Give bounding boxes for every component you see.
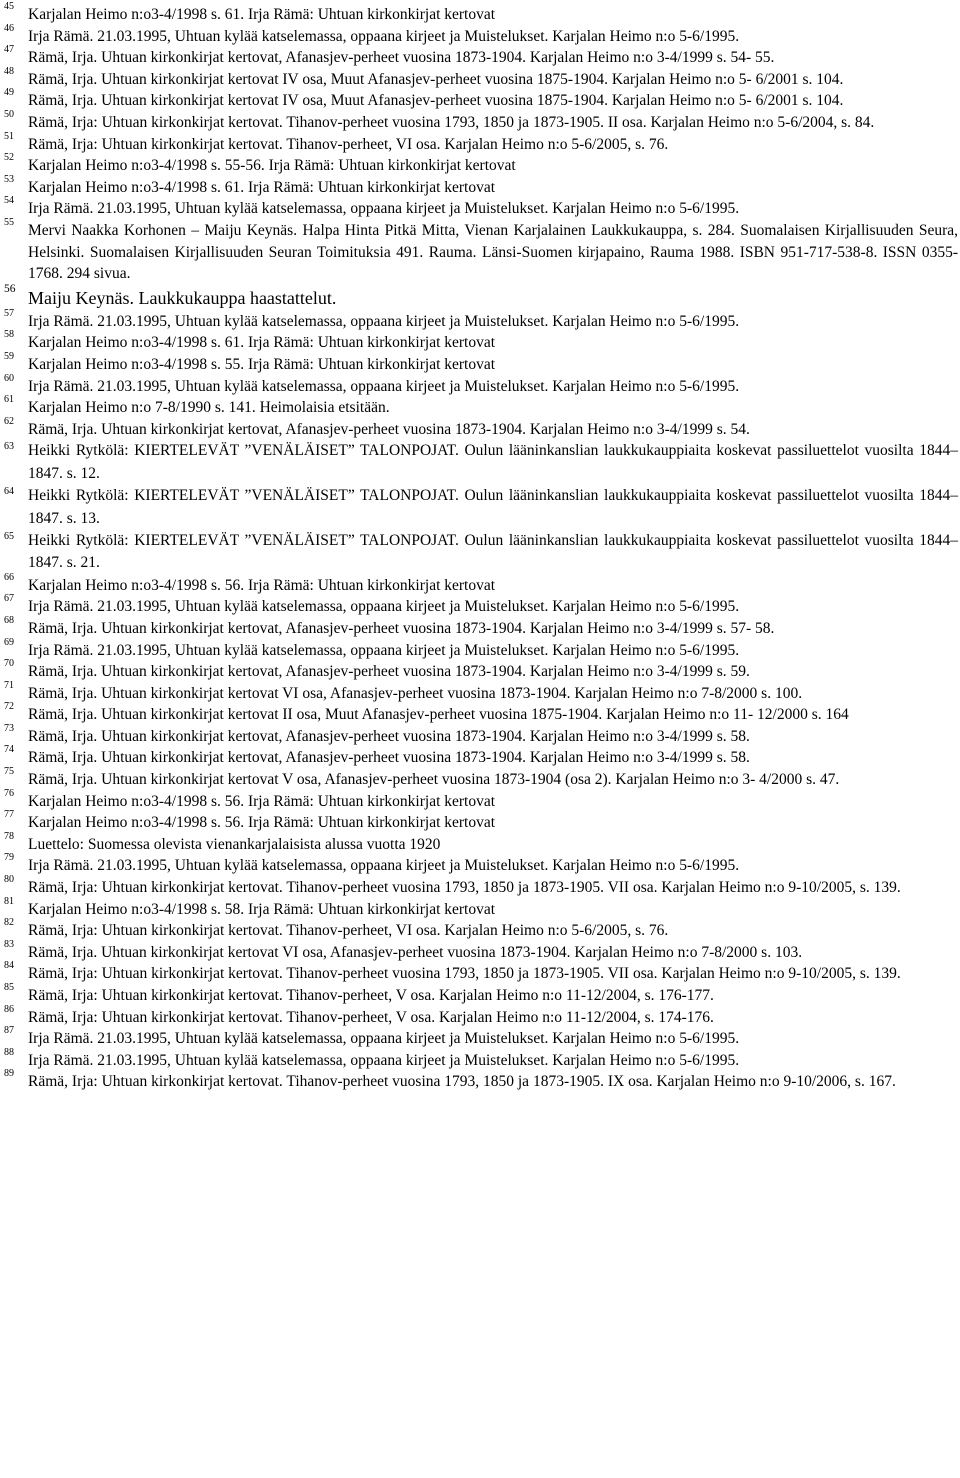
footnote-number: 45 (4, 1, 14, 12)
footnote-55 (0, 216, 960, 285)
footnote-text: Rämä, Irja: Uhtuan kirkonkirjat kertovat. Tihanov-perheet, VI osa. Karjalan Heimo n:o 5-6/2005, s. 76. (28, 922, 669, 940)
footnote-68 (0, 614, 960, 640)
footnote-text: Rämä, Irja. Uhtuan kirkonkirjat kertovat, Afanasjev-perheet vuosina 1873-1904. Karjalan Heimo n:o 3-4/1999 s. 54- 55. (28, 49, 775, 67)
footnote-89 (0, 1068, 960, 1093)
footnote-number: 75 (4, 766, 14, 778)
footnote-58 (0, 329, 960, 354)
footnote-text: Luettelo: Suomessa olevista vienankarjalaisista alussa vuotta 1920 (28, 835, 441, 853)
footnote-text: Karjalan Heimo n:o3-4/1998 s. 61. Irja Rämä: Uhtuan kirkonkirjat kertovat (28, 334, 496, 352)
footnote-number: 48 (4, 65, 14, 77)
footnote-text: Irja Rämä. 21.03.1995, Uhtuan kylää katselemassa, oppaana kirjeet ja Muistelukset. Karjalan Heimo n:o 5-6/1995. (28, 200, 740, 218)
footnote-number: 72 (4, 701, 14, 713)
footnote-number: 54 (4, 195, 14, 207)
footnote-number: 82 (4, 917, 14, 929)
footnote-63 (0, 440, 960, 485)
footnote-number: 57 (4, 307, 14, 319)
footnote-text: Mervi Naakka Korhonen – Maiju Keynäs. Halpa Hinta Pitkä Mitta, Vienan Karjalainen Laukkukauppa, s. 284. Suomalaisen Kirjallisuuden Seura, Helsinki. Suomalaisen Kirjallisuuden Seuran Toimituksia 491. Rauma. Länsi-Suomen kirjapaino, Rauma 1988. ISBN 951-717-538-8. ISSN 0355-1768. 294 sivua. (28, 221, 958, 283)
footnote-number: 84 (4, 960, 14, 972)
footnote-number: 83 (4, 938, 14, 950)
footnote-72 (0, 701, 960, 726)
footnote-82 (0, 917, 960, 942)
footnote-text: Irja Rämä. 21.03.1995, Uhtuan kylää katselemassa, oppaana kirjeet ja Muistelukset. Karjalan Heimo n:o 5-6/1995. (28, 312, 740, 330)
footnote-48 (0, 65, 960, 91)
footnote-text: Karjalan Heimo n:o3-4/1998 s. 55-56. Irja Rämä: Uhtuan kirkonkirjat kertovat (28, 157, 516, 175)
footnote-67 (0, 593, 960, 618)
footnote-number: 68 (4, 614, 14, 626)
footnote-text: Irja Rämä. 21.03.1995, Uhtuan kylää katselemassa, oppaana kirjeet ja Muistelukset. Karjalan Heimo n:o 5-6/1995. (28, 857, 740, 875)
footnote-number: 73 (4, 722, 14, 734)
footnote-number: 69 (4, 636, 14, 648)
footnote-52 (0, 152, 960, 177)
footnote-76 (0, 787, 960, 813)
footnote-81 (0, 895, 960, 921)
footnote-text: Heikki Rytkölä: KIERTELEVÄT ”VENÄLÄISET” TALONPOJAT. Oulun lääninkanslian laukkukauppiaita koskevat passiluettelot vuosilta 1844–1847. s. 21. (28, 531, 958, 572)
footnote-71 (0, 679, 960, 705)
footnote-text: Karjalan Heimo n:o3-4/1998 s. 56. Irja Rämä: Uhtuan kirkonkirjat kertovat (28, 792, 496, 810)
footnote-number: 56 (4, 282, 16, 295)
footnote-78 (0, 830, 960, 856)
footnote-text: Heikki Rytkölä: KIERTELEVÄT ”VENÄLÄISET” TALONPOJAT. Oulun lääninkanslian laukkukauppiaita koskevat passiluettelot vuosilta 1844–1847. s. 12. (28, 442, 958, 482)
footnote-62 (0, 415, 960, 441)
footnote-number: 47 (4, 44, 14, 56)
footnote-74 (0, 744, 960, 769)
footnote-64 (0, 485, 960, 530)
footnote-number: 64 (4, 486, 14, 498)
footnote-text: Rämä, Irja. Uhtuan kirkonkirjat kertovat II osa, Muut Afanasjev-perheet vuosina 1875-1904. Karjalan Heimo n:o 11- 12/2000 s. 164 (28, 706, 849, 724)
footnote-number: 59 (4, 350, 14, 362)
footnote-number: 85 (4, 982, 14, 993)
footnote-77 (0, 809, 960, 834)
footnote-text: Irja Rämä. 21.03.1995, Uhtuan kylää katselemassa, oppaana kirjeet ja Muistelukset. Karjalan Heimo n:o 5-6/1995. (28, 1051, 740, 1069)
footnote-number: 77 (4, 809, 14, 821)
footnote-number: 58 (4, 329, 14, 341)
footnote-45 (0, 1, 960, 26)
footnote-88 (0, 1046, 960, 1072)
footnote-number: 49 (4, 87, 14, 99)
footnote-text: Rämä, Irja. Uhtuan kirkonkirjat kertovat VI osa, Afanasjev-perheet vuosina 1873-1904. Karjalan Heimo n:o 7-8/2000 s. 103. (28, 943, 803, 961)
footnote-number: 86 (4, 1003, 14, 1015)
footnote-number: 70 (4, 658, 14, 670)
footnote-number: 80 (4, 874, 14, 886)
footnote-text: Rämä, Irja. Uhtuan kirkonkirjat kertovat IV osa, Muut Afanasjev-perheet vuosina 1875-1904. Karjalan Heimo n:o 5- 6/2001 s. 104. (28, 92, 844, 110)
footnote-number: 51 (4, 130, 14, 142)
footnote-84 (0, 960, 960, 985)
footnote-number: 76 (4, 787, 14, 799)
footnote-number: 52 (4, 152, 14, 164)
footnote-66 (0, 571, 960, 597)
footnote-text: Karjalan Heimo n:o3-4/1998 s. 55. Irja Rämä: Uhtuan kirkonkirjat kertovat (28, 355, 496, 373)
footnote-57 (0, 307, 960, 333)
footnote-number: 60 (4, 372, 14, 384)
footnote-80 (0, 874, 960, 899)
footnote-number: 71 (4, 679, 14, 691)
footnote-number: 78 (4, 830, 14, 842)
footnote-text: Karjalan Heimo n:o3-4/1998 s. 56. Irja Rämä: Uhtuan kirkonkirjat kertovat (28, 576, 496, 594)
footnote-49 (0, 87, 960, 112)
footnote-number: 46 (4, 22, 14, 34)
footnote-text: Irja Rämä. 21.03.1995, Uhtuan kylää katselemassa, oppaana kirjeet ja Muistelukset. Karjalan Heimo n:o 5-6/1995. (28, 641, 740, 659)
footnote-number: 61 (4, 394, 14, 406)
footnote-number: 62 (4, 415, 14, 427)
footnote-text: Rämä, Irja. Uhtuan kirkonkirjat kertovat, Afanasjev-perheet vuosina 1873-1904. Karjalan Heimo n:o 3-4/1999 s. 54. (28, 420, 750, 438)
footnote-text: Rämä, Irja: Uhtuan kirkonkirjat kertovat. Tihanov-perheet, V osa. Karjalan Heimo n:o 11-12/2004, s. 176-177. (28, 987, 714, 1004)
footnote-46 (0, 22, 960, 48)
footnote-text: Rämä, Irja: Uhtuan kirkonkirjat kertovat. Tihanov-perheet vuosina 1793, 1850 ja 1873-1905. II osa. Karjalan Heimo n:o 5-6/2004, s. 84. (28, 113, 875, 131)
footnote-69 (0, 636, 960, 662)
footnote-number: 63 (4, 441, 14, 453)
footnote-54 (0, 195, 960, 220)
footnote-text: Rämä, Irja. Uhtuan kirkonkirjat kertovat VI osa, Afanasjev-perheet vuosina 1873-1904. Karjalan Heimo n:o 7-8/2000 s. 100. (28, 684, 803, 702)
footnote-number: 67 (4, 593, 14, 605)
footnote-text: Rämä, Irja. Uhtuan kirkonkirjat kertovat, Afanasjev-perheet vuosina 1873-1904. Karjalan Heimo n:o 3-4/1999 s. 59. (28, 663, 750, 681)
footnote-65 (0, 530, 960, 575)
footnote-text: Rämä, Irja: Uhtuan kirkonkirjat kertovat. Tihanov-perheet vuosina 1793, 1850 ja 1873-1905. VII osa. Karjalan Heimo n:o 9-10/2005, s. 139. (28, 965, 901, 983)
footnote-70 (0, 658, 960, 683)
footnote-text: Karjalan Heimo n:o 7-8/1990 s. 141. Heimolaisia etsitään. (28, 399, 390, 417)
footnotes-page (0, 1, 960, 1093)
footnote-number: 79 (4, 852, 14, 864)
footnote-text: Heikki Rytkölä: KIERTELEVÄT ”VENÄLÄISET” TALONPOJAT. Oulun lääninkanslian laukkukauppiaita koskevat passiluettelot vuosilta 1844–1847. s. 13. (28, 487, 958, 527)
footnote-text: Rämä, Irja. Uhtuan kirkonkirjat kertovat, Afanasjev-perheet vuosina 1873-1904. Karjalan Heimo n:o 3-4/1999 s. 58. (28, 727, 750, 745)
footnote-85 (0, 982, 960, 1007)
footnote-text: Rämä, Irja. Uhtuan kirkonkirjat kertovat IV osa, Muut Afanasjev-perheet vuosina 1875-1904. Karjalan Heimo n:o 5- 6/2001 s. 104. (28, 70, 844, 88)
footnote-60 (0, 372, 960, 398)
footnote-text: Rämä, Irja: Uhtuan kirkonkirjat kertovat. Tihanov-perheet vuosina 1793, 1850 ja 1873-1905. VII osa. Karjalan Heimo n:o 9-10/2005, s. 139. (28, 879, 901, 897)
footnote-79 (0, 852, 960, 877)
footnote-number: 81 (4, 895, 14, 907)
footnote-75 (0, 766, 960, 791)
footnote-53 (0, 173, 960, 199)
footnote-text: Rämä, Irja: Uhtuan kirkonkirjat kertovat. Tihanov-perheet vuosina 1793, 1850 ja 1873-1905. IX osa. Karjalan Heimo n:o 9-10/2006, s. 167. (28, 1073, 896, 1091)
footnote-number: 55 (4, 216, 14, 228)
footnote-number: 87 (4, 1025, 14, 1037)
footnote-number: 66 (4, 571, 14, 583)
footnote-text: Irja Rämä. 21.03.1995, Uhtuan kylää katselemassa, oppaana kirjeet ja Muistelukset. Karjalan Heimo n:o 5-6/1995. (28, 27, 740, 45)
footnote-number: 74 (4, 744, 14, 756)
footnote-text: Karjalan Heimo n:o3-4/1998 s. 61. Irja Rämä: Uhtuan kirkonkirjat kertovat (28, 178, 496, 196)
footnote-number: 89 (4, 1068, 14, 1080)
footnote-text: Maiju Keynäs. Laukkukauppa haastattelut. (28, 287, 337, 308)
footnote-text: Karjalan Heimo n:o3-4/1998 s. 56. Irja Rämä: Uhtuan kirkonkirjat kertovat (28, 814, 496, 832)
footnote-text: Rämä, Irja. Uhtuan kirkonkirjat kertovat, Afanasjev-perheet vuosina 1873-1904. Karjalan Heimo n:o 3-4/1999 s. 57- 58. (28, 619, 775, 637)
footnote-87 (0, 1025, 960, 1050)
footnote-text: Irja Rämä. 21.03.1995, Uhtuan kylää katselemassa, oppaana kirjeet ja Muistelukset. Karjalan Heimo n:o 5-6/1995. (28, 1030, 740, 1048)
footnote-number: 65 (4, 530, 14, 542)
footnote-61 (0, 394, 960, 419)
footnote-text: Irja Rämä. 21.03.1995, Uhtuan kylää katselemassa, oppaana kirjeet ja Muistelukset. Karjalan Heimo n:o 5-6/1995. (28, 377, 740, 395)
footnote-86 (0, 1003, 960, 1029)
footnote-text: Irja Rämä. 21.03.1995, Uhtuan kylää katselemassa, oppaana kirjeet ja Muistelukset. Karjalan Heimo n:o 5-6/1995. (28, 598, 740, 616)
footnote-83 (0, 938, 960, 964)
footnote-47 (0, 44, 960, 69)
footnote-number: 53 (4, 173, 14, 185)
footnote-text: Rämä, Irja. Uhtuan kirkonkirjat kertovat V osa, Afanasjev-perheet vuosina 1873-1904 (osa 2). Karjalan Heimo n:o 3- 4/2000 s. 47. (28, 771, 840, 789)
footnote-text: Rämä, Irja: Uhtuan kirkonkirjat kertovat. Tihanov-perheet, V osa. Karjalan Heimo n:o 11-12/2004, s. 174-176. (28, 1008, 714, 1026)
footnote-text: Karjalan Heimo n:o3-4/1998 s. 58. Irja Rämä: Uhtuan kirkonkirjat kertovat (28, 900, 496, 918)
footnote-number: 88 (4, 1046, 14, 1058)
footnote-text: Rämä, Irja: Uhtuan kirkonkirjat kertovat. Tihanov-perheet, VI osa. Karjalan Heimo n:o 5-6/2005, s. 76. (28, 135, 669, 153)
footnote-73 (0, 722, 960, 748)
footnote-text: Rämä, Irja. Uhtuan kirkonkirjat kertovat, Afanasjev-perheet vuosina 1873-1904. Karjalan Heimo n:o 3-4/1999 s. 58. (28, 749, 750, 767)
footnote-number: 50 (4, 108, 14, 120)
footnote-51 (0, 130, 960, 156)
footnote-56 (0, 282, 960, 311)
footnote-text: Karjalan Heimo n:o3-4/1998 s. 61. Irja Rämä: Uhtuan kirkonkirjat kertovat (28, 6, 496, 23)
footnote-50 (0, 108, 960, 134)
footnote-59 (0, 350, 960, 376)
